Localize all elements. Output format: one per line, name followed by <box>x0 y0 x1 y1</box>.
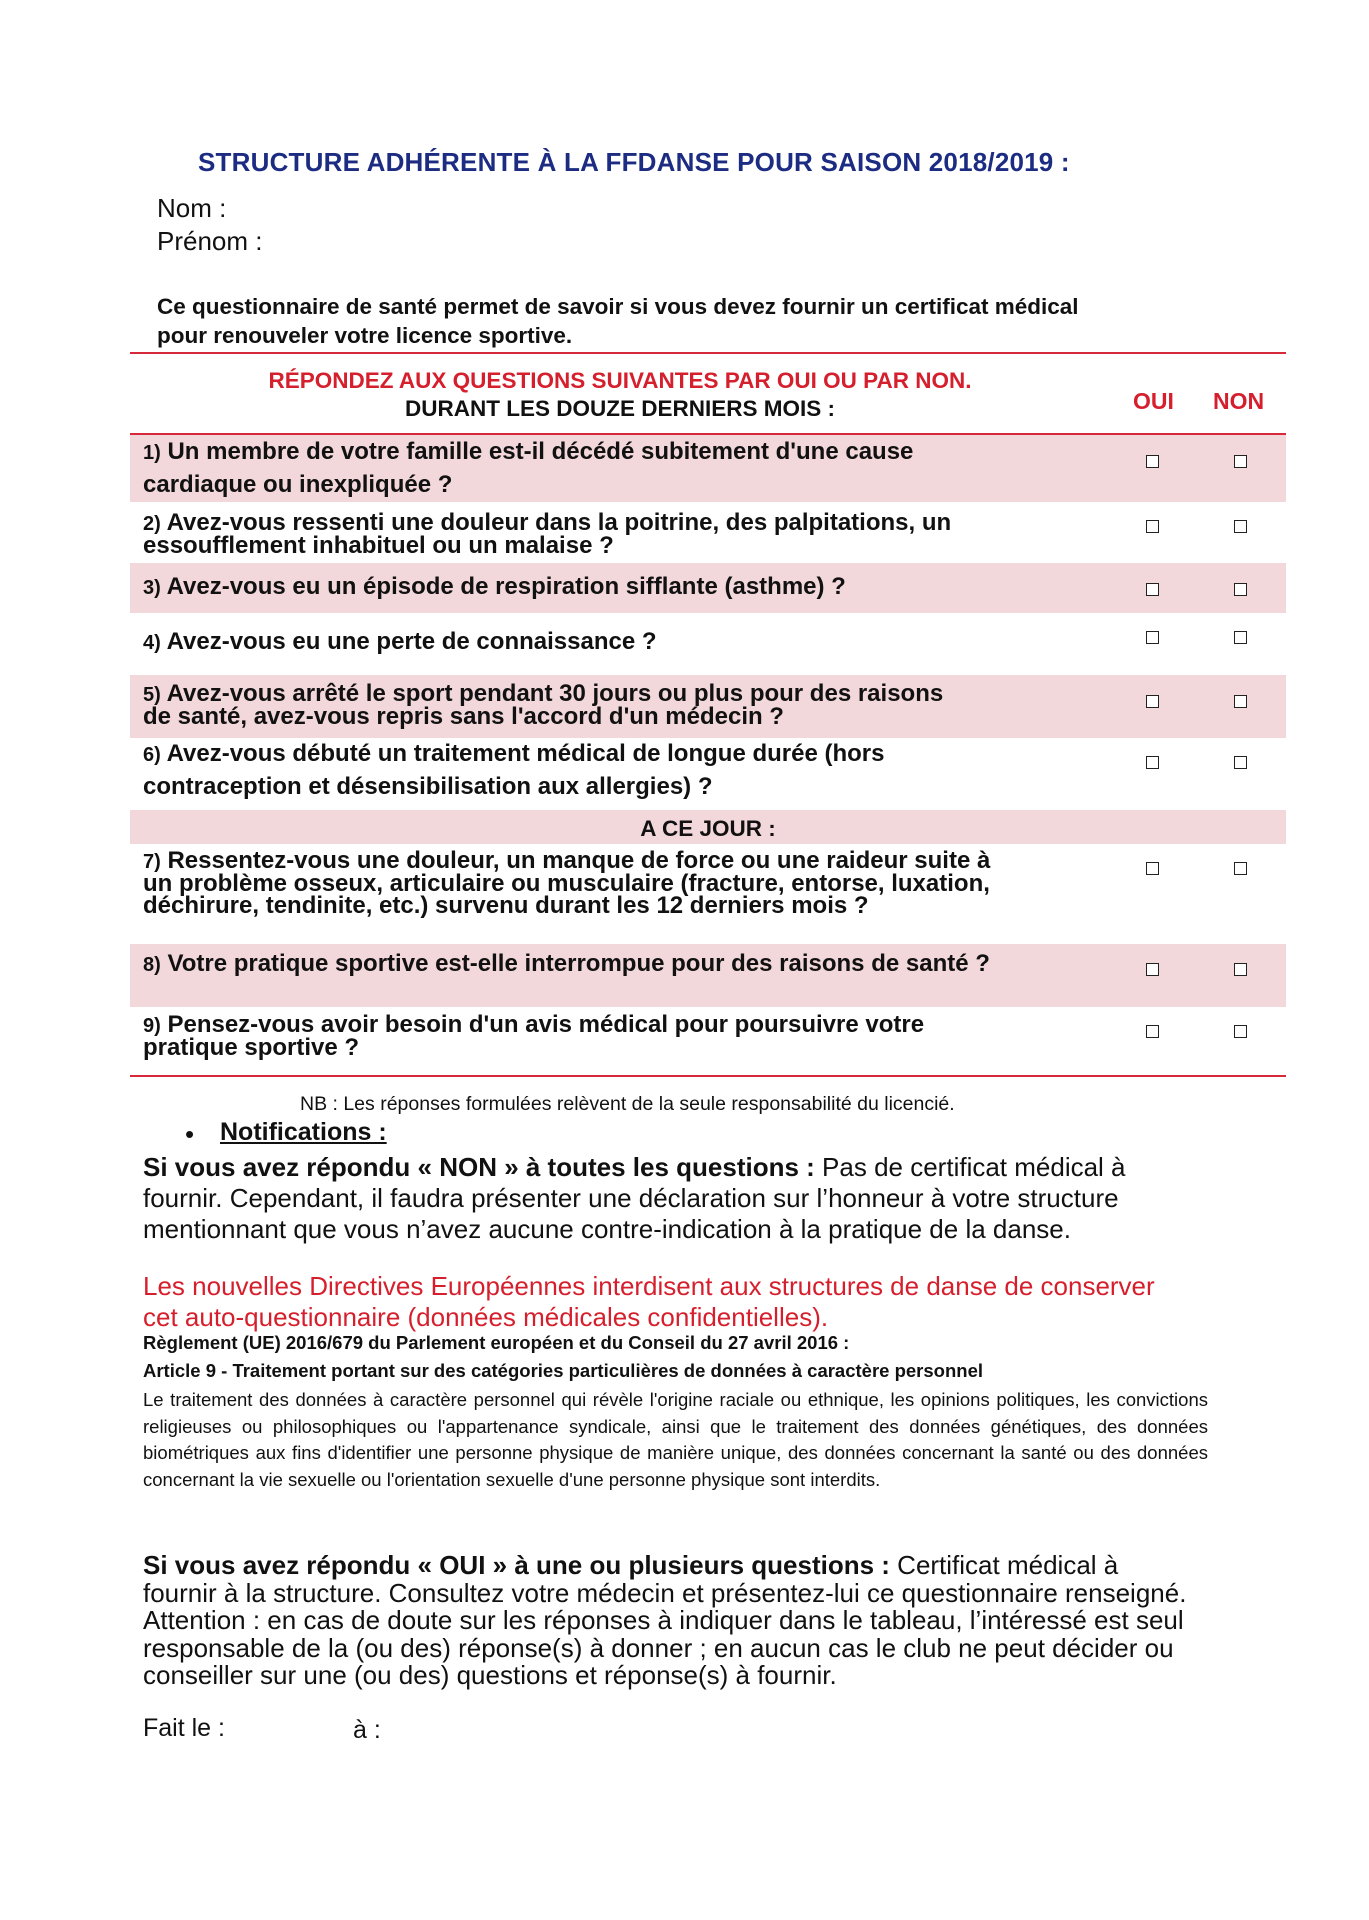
checkbox-q6-oui[interactable] <box>1146 756 1159 769</box>
question-line: contraception et désensibilisation aux allergies) ? <box>143 773 713 800</box>
question-8-text <box>143 948 990 981</box>
oui-text-4: responsable de la (ou des) réponse(s) à donner ; en aucun cas le club ne peut décider ou <box>143 1632 1174 1663</box>
question-line: Avez-vous eu un épisode de respiration sifflante (asthme) ? <box>166 573 846 600</box>
question-4-text <box>143 626 657 659</box>
column-header-non: NON <box>1213 388 1265 414</box>
question-6-text <box>143 738 884 802</box>
question-line: de santé, avez-vous repris sans l'accord d'un médecin ? <box>143 703 784 730</box>
checkbox-q9-oui[interactable] <box>1146 1025 1159 1038</box>
oui-text-2: fournir à la structure. Consultez votre médecin et présentez-lui ce questionnaire renseigné. <box>143 1577 1187 1608</box>
directive-line-1: Les nouvelles Directives Européennes interdisent aux structures de danse de conserver <box>143 1271 1155 1301</box>
intro-line-1: Ce questionnaire de santé permet de savoir si vous devez fournir un certificat médical <box>157 294 1079 319</box>
nom-label: Nom : <box>157 193 227 223</box>
question-row-4 <box>130 613 1286 675</box>
non-lead: Si vous avez répondu « NON » à toutes les questions : <box>143 1152 815 1182</box>
legal-text: Le traitement des données à caractère personnel qui révèle l'origine raciale ou ethnique, les opinions politiques, les convictions religieuses ou philosophiques ou l'appartenance syndicale, ainsi que le traitement des données génétiques, des données biométriques aux fins d'identifier une personne physique de manière unique, des données concernant la santé ou des données concernant la vie sexuelle ou l'orientation sexuelle d'une personne physique sont interdits. <box>143 1389 1208 1490</box>
question-1-text <box>143 436 913 500</box>
intro-text <box>157 292 1197 350</box>
document-title: STRUCTURE ADHÉRENTE À LA FFDANSE POUR SAISON 2018/2019 : <box>198 147 1070 177</box>
question-line: Votre pratique sportive est-elle interrompue pour des raisons de santé ? <box>167 950 990 977</box>
question-9-text <box>143 1011 925 1061</box>
question-line: Pensez-vous avoir besoin d'un avis médical pour poursuivre votre <box>167 1011 925 1038</box>
question-row-3 <box>130 563 1286 613</box>
checkbox-q9-non[interactable] <box>1234 1025 1247 1038</box>
question-line: Avez-vous arrêté le sport pendant 30 jours ou plus pour des raisons <box>166 680 944 707</box>
checkbox-q7-oui[interactable] <box>1146 862 1159 875</box>
question-number: 4) <box>143 632 161 654</box>
question-number: 5) <box>143 684 161 706</box>
question-number: 3) <box>143 577 161 599</box>
checkbox-q8-oui[interactable] <box>1146 963 1159 976</box>
question-2-text <box>143 509 952 559</box>
checkbox-q7-non[interactable] <box>1234 862 1247 875</box>
period-today: A CE JOUR : <box>640 816 776 841</box>
non-paragraph <box>143 1152 1213 1245</box>
article-heading: Article 9 - Traitement portant sur des catégories particulières de données à caractère personnel <box>143 1360 983 1381</box>
oui-paragraph <box>143 1552 1213 1690</box>
question-row-7 <box>130 844 1286 944</box>
divider-table-bottom <box>130 1075 1286 1077</box>
question-line: Avez-vous débuté un traitement médical de longue durée (hors <box>166 740 885 767</box>
question-row-9 <box>130 1007 1286 1075</box>
period-12-months: DURANT LES DOUZE DERNIERS MOIS : <box>404 396 836 421</box>
question-5-text <box>143 680 944 730</box>
oui-text-3: Attention : en cas de doute sur les réponses à indiquer dans le tableau, l’intéressé est seul <box>143 1605 1184 1635</box>
directive-line-2: cet auto-questionnaire (données médicales confidentielles). <box>143 1302 829 1332</box>
instruction-text: RÉPONDEZ AUX QUESTIONS SUIVANTES PAR OUI OU PAR NON. <box>268 368 972 393</box>
question-number: 2) <box>143 513 161 535</box>
checkbox-q1-non[interactable] <box>1234 455 1247 468</box>
oui-text-5: conseiller sur une (ou des) questions et réponse(s) à fournir. <box>143 1660 837 1690</box>
checkbox-q2-non[interactable] <box>1234 520 1247 533</box>
question-row-5 <box>130 675 1286 738</box>
question-7-text <box>143 847 991 919</box>
question-line: essoufflement inhabituel ou un malaise ? <box>143 532 614 559</box>
question-line: un problème osseux, articulaire ou musculaire (fracture, entorse, luxation, <box>143 870 990 897</box>
question-line: Avez-vous ressenti une douleur dans la poitrine, des palpitations, un <box>166 509 952 536</box>
reglement-heading: Règlement (UE) 2016/679 du Parlement européen et du Conseil du 27 avril 2016 : <box>143 1332 850 1353</box>
checkbox-q3-oui[interactable] <box>1146 583 1159 596</box>
checkbox-q1-oui[interactable] <box>1146 455 1159 468</box>
checkbox-q5-non[interactable] <box>1234 695 1247 708</box>
question-row-2 <box>130 502 1286 560</box>
question-number: 9) <box>143 1015 161 1037</box>
question-line: pratique sportive ? <box>143 1034 360 1061</box>
nb-note: NB : Les réponses formulées relèvent de la seule responsabilité du licencié. <box>300 1093 955 1115</box>
directive-paragraph <box>143 1271 1213 1333</box>
question-line: Ressentez-vous une douleur, un manque de force ou une raideur suite à <box>167 847 991 874</box>
question-row-8 <box>130 944 1286 1007</box>
question-line: Avez-vous eu une perte de connaissance ? <box>166 628 657 655</box>
notifications-title: Notifications : <box>220 1118 387 1146</box>
question-line: cardiaque ou inexpliquée ? <box>143 471 453 498</box>
oui-text-1: Certificat médical à <box>889 1550 1119 1580</box>
question-line: déchirure, tendinite, etc.) survenu durant les 12 derniers mois ? <box>143 892 869 919</box>
question-row-6 <box>130 738 1286 810</box>
question-row-1 <box>130 435 1286 502</box>
question-number: 6) <box>143 744 161 766</box>
divider-top <box>130 352 1286 354</box>
checkbox-q2-oui[interactable] <box>1146 520 1159 533</box>
column-header-oui: OUI <box>1133 388 1174 414</box>
checkbox-q8-non[interactable] <box>1234 963 1247 976</box>
non-text-1: Pas de certificat médical à <box>814 1152 1126 1182</box>
checkbox-q4-oui[interactable] <box>1146 631 1159 644</box>
prenom-label: Prénom : <box>157 226 263 256</box>
section-row-today <box>130 810 1286 844</box>
question-3-text <box>143 571 846 604</box>
lieu-label: à : <box>353 1716 381 1744</box>
oui-lead: Si vous avez répondu « OUI » à une ou plusieurs questions : <box>143 1550 890 1580</box>
question-number: 7) <box>143 851 161 873</box>
non-text-2: fournir. Cependant, il faudra présenter une déclaration sur l’honneur à votre structure <box>143 1183 1119 1213</box>
fait-le-label: Fait le : <box>143 1714 225 1742</box>
intro-line-2: pour renouveler votre licence sportive. <box>157 323 573 348</box>
checkbox-q3-non[interactable] <box>1234 583 1247 596</box>
question-line: Un membre de votre famille est-il décédé subitement d'une cause <box>167 438 914 465</box>
checkbox-q4-non[interactable] <box>1234 631 1247 644</box>
question-number: 8) <box>143 954 161 976</box>
question-number: 1) <box>143 442 161 464</box>
checkbox-q6-non[interactable] <box>1234 756 1247 769</box>
non-text-3: mentionnant que vous n’avez aucune contre-indication à la pratique de la danse. <box>143 1214 1071 1244</box>
checkbox-q5-oui[interactable] <box>1146 695 1159 708</box>
bullet-icon: • <box>185 1119 195 1149</box>
